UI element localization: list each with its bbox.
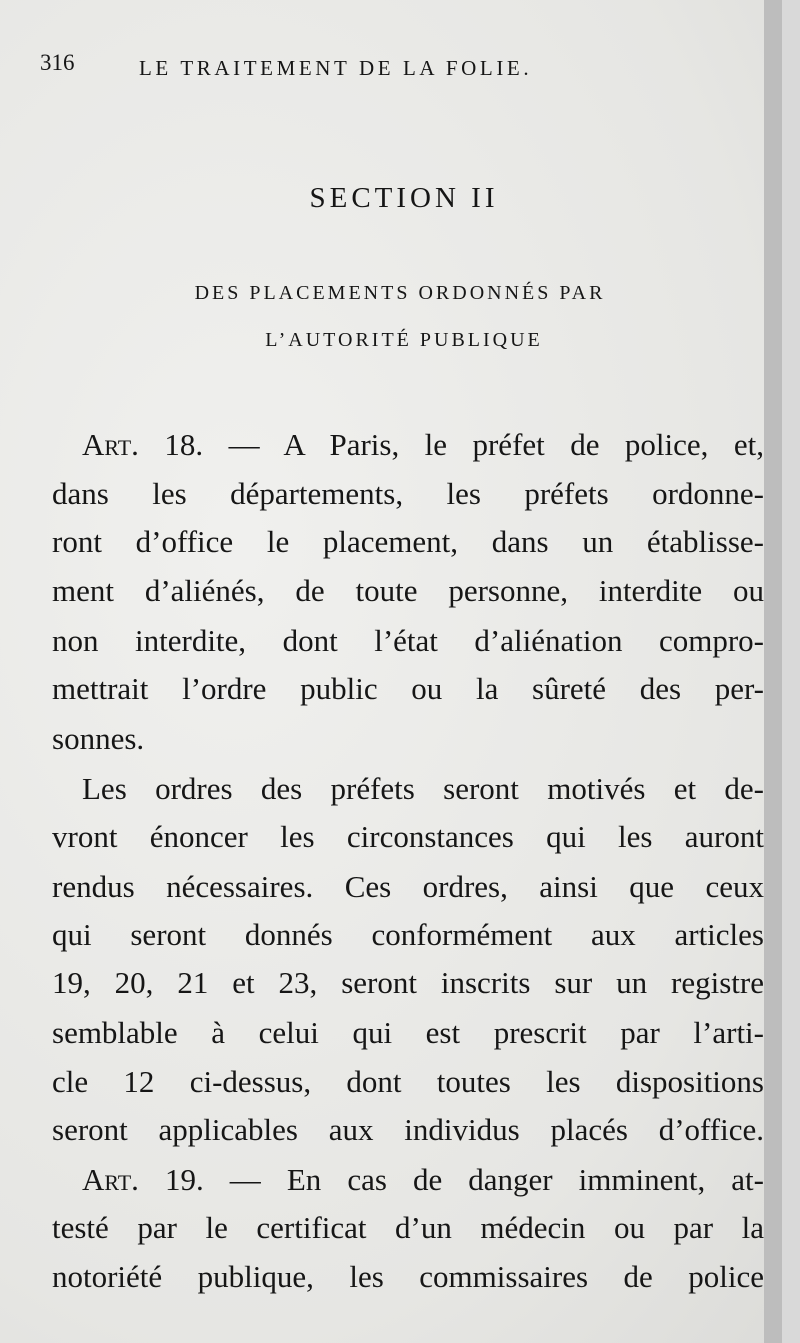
text-line: rendus nécessaires. Ces ordres, ainsi que ceux: [52, 869, 764, 904]
section-title: SECTION II: [309, 182, 499, 214]
running-header: [40, 50, 680, 90]
text-line: Art. 19. — En cas de danger imminent, at-: [82, 1162, 764, 1197]
text-line: seront applicables aux individus placés d’office.: [52, 1112, 764, 1147]
text-line: mettrait l’ordre public ou la sûreté des per-: [52, 671, 764, 706]
text-line: Art. 18. — A Paris, le préfet de police, et,: [82, 427, 764, 462]
text-line: Les ordres des préfets seront motivés et de-: [82, 771, 764, 806]
page-number: 316: [40, 50, 75, 75]
text-line: ment d’aliénés, de toute personne, interdite ou: [52, 573, 764, 608]
text-line: dans les départements, les préfets ordonne-: [52, 476, 764, 511]
running-title: LE TRAITEMENT DE LA FOLIE.: [139, 56, 533, 80]
section-subtitle-line-2: L’AUTORITÉ PUBLIQUE: [265, 329, 543, 351]
text-line: qui seront donnés conformément aux articles: [52, 917, 764, 952]
text-line: ront d’office le placement, dans un établisse-: [52, 524, 764, 559]
text-line: semblable à celui qui est prescrit par l’arti-: [52, 1015, 764, 1050]
text-line: cle 12 ci-dessus, dont toutes les dispositions: [52, 1064, 764, 1099]
text-line: testé par le certificat d’un médecin ou par la: [52, 1210, 764, 1245]
text-line: 19, 20, 21 et 23, seront inscrits sur un registre: [52, 965, 764, 1000]
text-line: sonnes.: [52, 721, 145, 756]
text-line: notoriété publique, les commissaires de police: [52, 1259, 764, 1294]
section-subtitle-line-1: DES PLACEMENTS ORDONNÉS PAR: [194, 282, 606, 304]
text-line: non interdite, dont l’état d’aliénation compro-: [52, 623, 764, 658]
text-line: vront énoncer les circonstances qui les auront: [52, 819, 764, 854]
